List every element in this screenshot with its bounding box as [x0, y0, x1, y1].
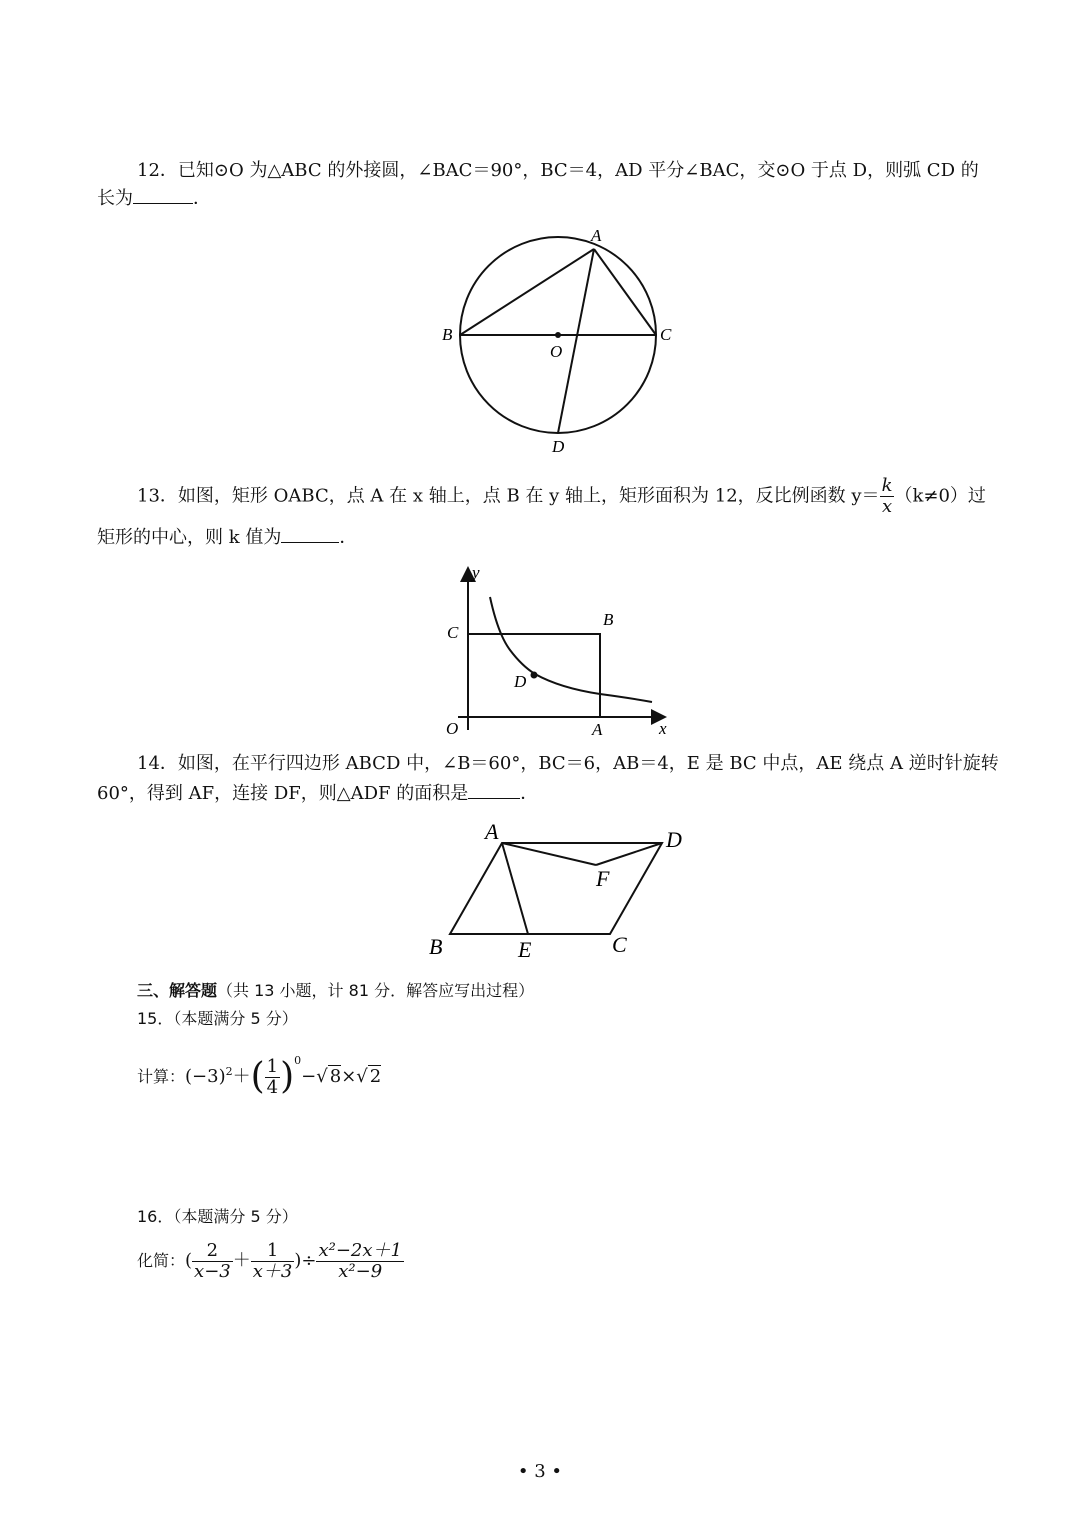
q12-line2-text: 长为: [97, 188, 133, 209]
q14-label-d: D: [666, 827, 682, 852]
q16-fraction1: [192, 1241, 233, 1282]
q12-segment-ab: [460, 249, 594, 335]
q13-end: ．: [339, 527, 358, 548]
q15-term1: (−3): [185, 1066, 226, 1087]
q16-right-paren: ): [294, 1250, 302, 1271]
q16-prefix: 化简：: [137, 1251, 186, 1270]
q13-line1-pre: 13．如图，矩形 OABC，点 A 在 x 轴上，点 B 在 y 轴上，矩形面积为 12，反比例函数 y＝: [137, 485, 880, 507]
q13-frac-num: k: [881, 475, 893, 496]
q15-radicand1: 8: [329, 1066, 342, 1087]
q15-times: ×: [341, 1066, 357, 1087]
q14-label-f: F: [596, 866, 610, 891]
q13-label-y: y: [472, 563, 480, 582]
q14-segment-ae: [502, 843, 528, 934]
q15-prefix: 计算：: [137, 1067, 186, 1086]
q14-answer-blank: [468, 780, 520, 799]
q16-f3-den: x²−9: [338, 1260, 383, 1282]
q15-frac-num: 1: [266, 1055, 279, 1077]
q13-line1: [137, 476, 986, 517]
q12-label-d: D: [552, 437, 565, 456]
q12-center-point: [555, 332, 561, 338]
q13-line2-text: 矩形的中心，则 k 值为: [97, 527, 282, 548]
q15-left-paren: (: [250, 1056, 265, 1097]
q16-f1-num: 2: [192, 1241, 233, 1262]
q13-frac-den: x: [881, 496, 893, 517]
q12-line2: [97, 185, 211, 213]
page-number: • 3 •: [517, 1461, 563, 1482]
q15-paren-exp: 0: [294, 1054, 302, 1067]
q13-label-b: B: [603, 610, 614, 629]
q14-segment-af: [502, 843, 596, 865]
q15-radicand2: 2: [369, 1066, 382, 1087]
q13-center-point-d: [531, 672, 538, 679]
q14-end: ．: [520, 783, 539, 804]
q13-fraction: [880, 476, 895, 517]
q16-divide: ÷: [301, 1250, 317, 1271]
q13-label-c: C: [447, 623, 459, 642]
q14-label-b: B: [429, 934, 443, 959]
q16-header: 16．（本题满分 5 分）: [137, 1207, 298, 1226]
q16-expression: [137, 1238, 404, 1284]
q13-label-a: A: [592, 720, 603, 739]
q15-term1-exp: 2: [225, 1065, 233, 1078]
section3-note: （共 13 小题，计 81 分．解答应写出过程）: [217, 981, 535, 1000]
q15-frac-den: 4: [266, 1076, 279, 1098]
q12-line1: 12．已知⊙O 为△ABC 的外接圆，∠BAC＝90°，BC＝4，AD 平分∠BAC，交⊙O 于点 D，则弧 CD 的: [137, 160, 979, 181]
q14-line2-text: 60°，得到 AF，连接 DF，则△ADF 的面积是: [97, 783, 469, 804]
q13-line1-post: （k≠0）过: [894, 485, 986, 507]
q16-fraction3: [316, 1241, 404, 1282]
q14-line2: [97, 780, 538, 808]
q16-fraction2: [251, 1241, 295, 1282]
q12-label-o: O: [550, 342, 563, 361]
q15-minus: −: [301, 1066, 317, 1087]
q15-header: 15．（本题满分 5 分）: [137, 1009, 298, 1028]
q16-f2-den: x＋3: [252, 1260, 293, 1282]
q16-left-paren: (: [185, 1250, 193, 1271]
q13-line2: [97, 524, 357, 552]
q14-label-c: C: [612, 932, 627, 957]
q16-f1-den: x−3: [194, 1260, 231, 1282]
section3-title: 三、解答题: [137, 981, 218, 1000]
q16-f2-num: 1: [251, 1241, 295, 1262]
q13-label-o: O: [446, 719, 459, 738]
q16-f3-num: x²−2x＋1: [318, 1239, 402, 1261]
q12-label-c: C: [660, 325, 672, 344]
q12-end: ．: [193, 188, 211, 209]
q16-plus: ＋: [232, 1250, 251, 1271]
q13-label-x: x: [659, 719, 667, 738]
q13-figure: [440, 562, 680, 742]
q14-label-e: E: [518, 937, 532, 962]
q14-figure: [420, 818, 700, 963]
q14-label-a: A: [485, 819, 499, 844]
q15-right-paren: ): [280, 1056, 295, 1097]
q12-label-a: A: [591, 226, 602, 245]
q15-plus: ＋: [232, 1066, 251, 1087]
q12-figure: [430, 222, 690, 457]
q12-label-b: B: [442, 325, 453, 344]
q12-segment-ad: [558, 249, 594, 433]
q15-fraction: [265, 1057, 280, 1098]
section3-heading: [137, 977, 534, 1005]
q14-line1: 14．如图，在平行四边形 ABCD 中，∠B＝60°，BC＝6，AB＝4，E 是 BC 中点，AE 绕点 A 逆时针旋转: [137, 753, 999, 774]
q15-expression: 计算：$(-3)^2+$( $\frac{1}{4}$ )$^0$−√ 8×√ 2: [137, 1054, 382, 1098]
q13-answer-blank: [281, 524, 339, 543]
q13-label-d: D: [514, 672, 527, 691]
q12-answer-blank: [133, 185, 193, 204]
